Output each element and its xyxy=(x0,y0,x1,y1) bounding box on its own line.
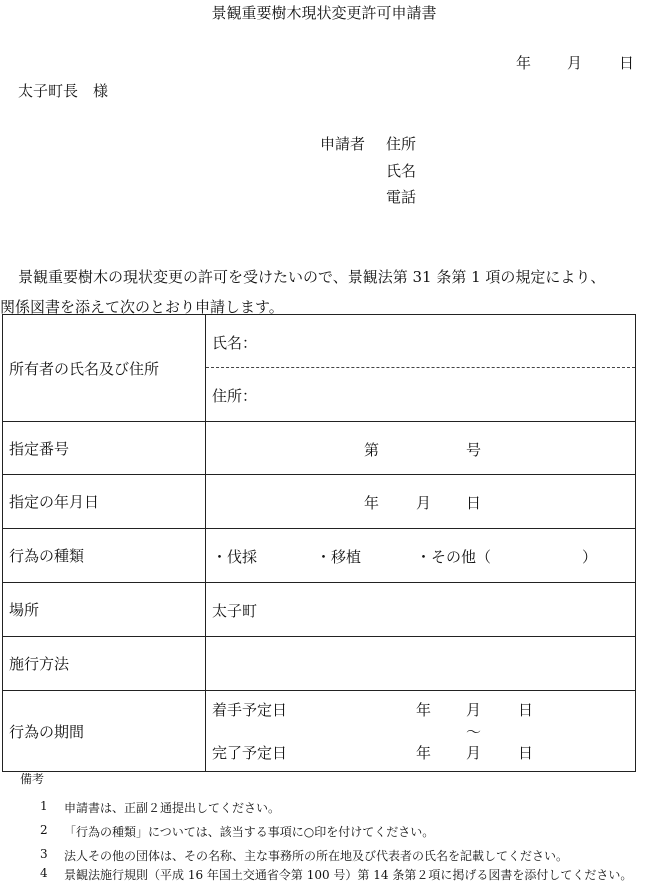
note-2-number: 2 xyxy=(40,823,48,837)
method-row xyxy=(3,637,636,691)
designation-date-month: 月 xyxy=(416,494,432,512)
place-value-cell[interactable] xyxy=(206,583,636,637)
designation-date-day: 日 xyxy=(466,494,482,512)
owner-name-area[interactable] xyxy=(206,315,635,367)
application-form-table xyxy=(2,314,636,772)
designation-date-value[interactable] xyxy=(206,475,636,529)
addressee: 太子町長 様 xyxy=(18,82,109,100)
applicant-label: 申請者 xyxy=(320,135,366,153)
place-row xyxy=(3,583,636,637)
owner-address-area[interactable] xyxy=(206,367,635,421)
note-1-text: 申請書は、正副２通提出してください。 xyxy=(64,801,281,815)
period-end-year: 年 xyxy=(416,744,432,762)
date-month-label: 月 xyxy=(567,54,583,72)
designation-number-label: 指定番号 xyxy=(3,422,206,475)
owner-label: 所有者の氏名及び住所 xyxy=(3,315,206,422)
notes-heading: 備考 xyxy=(20,772,45,786)
act-type-label: 行為の種類 xyxy=(3,529,206,583)
method-label: 施行方法 xyxy=(3,637,206,691)
applicant-phone-label: 電話 xyxy=(386,188,417,206)
date-year-label: 年 xyxy=(516,54,532,72)
period-row xyxy=(3,691,636,772)
period-end-month: 月 xyxy=(466,744,482,762)
note-1-number: 1 xyxy=(40,799,48,813)
document-title: 景観重要樹木現状変更許可申請書 xyxy=(211,4,437,22)
designation-date-row xyxy=(3,475,636,529)
owner-value-cell xyxy=(206,315,636,422)
act-type-option-felling[interactable]: ・伐採 xyxy=(212,548,258,566)
method-value-cell[interactable] xyxy=(206,637,636,691)
designation-go: 号 xyxy=(466,441,482,459)
period-start-label: 着手予定日 xyxy=(212,701,288,719)
intro-paragraph xyxy=(0,262,648,322)
period-label: 行為の期間 xyxy=(3,691,206,772)
place-value: 太子町 xyxy=(212,602,258,620)
period-start-month: 月 xyxy=(466,701,482,719)
period-tilde: ～ xyxy=(466,723,482,741)
note-3-text: 法人その他の団体は、その名称、主な事務所の所在地及び代表者の氏名を記載してください。 xyxy=(64,849,569,863)
owner-name-label: 氏名： xyxy=(212,334,258,352)
period-start-day: 日 xyxy=(518,701,534,719)
act-type-value[interactable] xyxy=(206,529,636,583)
note-2-text: 「行為の種類」については、該当する事項に○印を付けてください。 xyxy=(64,825,435,839)
intro-line-2: 関係図書を添えて次のとおり申請します。 xyxy=(0,298,284,316)
owner-address-label: 住所： xyxy=(212,387,258,405)
act-type-row xyxy=(3,529,636,583)
act-type-option-other[interactable]: ・その他（ xyxy=(416,548,492,566)
designation-number-value[interactable] xyxy=(206,422,636,475)
designation-date-label: 指定の年月日 xyxy=(3,475,206,529)
designation-number-row xyxy=(3,422,636,475)
note-4-number: 4 xyxy=(40,866,48,880)
note-4-text: 景観法施行規則（平成 16 年国土交通省令第 100 号）第 14 条第２項に掲げる図書を添付してください。 xyxy=(64,868,633,882)
act-type-option-transplant[interactable]: ・移植 xyxy=(316,548,362,566)
designation-date-year: 年 xyxy=(364,494,380,512)
intro-line-1: 景観重要樹木の現状変更の許可を受けたいので、景観法第 31 条第 1 項の規定により、 xyxy=(18,268,606,286)
applicant-address-label: 住所 xyxy=(386,135,417,153)
applicant-name-label: 氏名 xyxy=(386,162,417,180)
date-day-label: 日 xyxy=(619,54,635,72)
period-start-year: 年 xyxy=(416,701,432,719)
period-end-day: 日 xyxy=(518,744,534,762)
period-value-cell[interactable] xyxy=(206,691,636,772)
note-3-number: 3 xyxy=(40,847,48,861)
period-end-label: 完了予定日 xyxy=(212,744,288,762)
owner-row xyxy=(3,315,636,422)
place-label: 場所 xyxy=(3,583,206,637)
act-type-other-close: ） xyxy=(582,548,598,566)
designation-dai: 第 xyxy=(364,441,380,459)
